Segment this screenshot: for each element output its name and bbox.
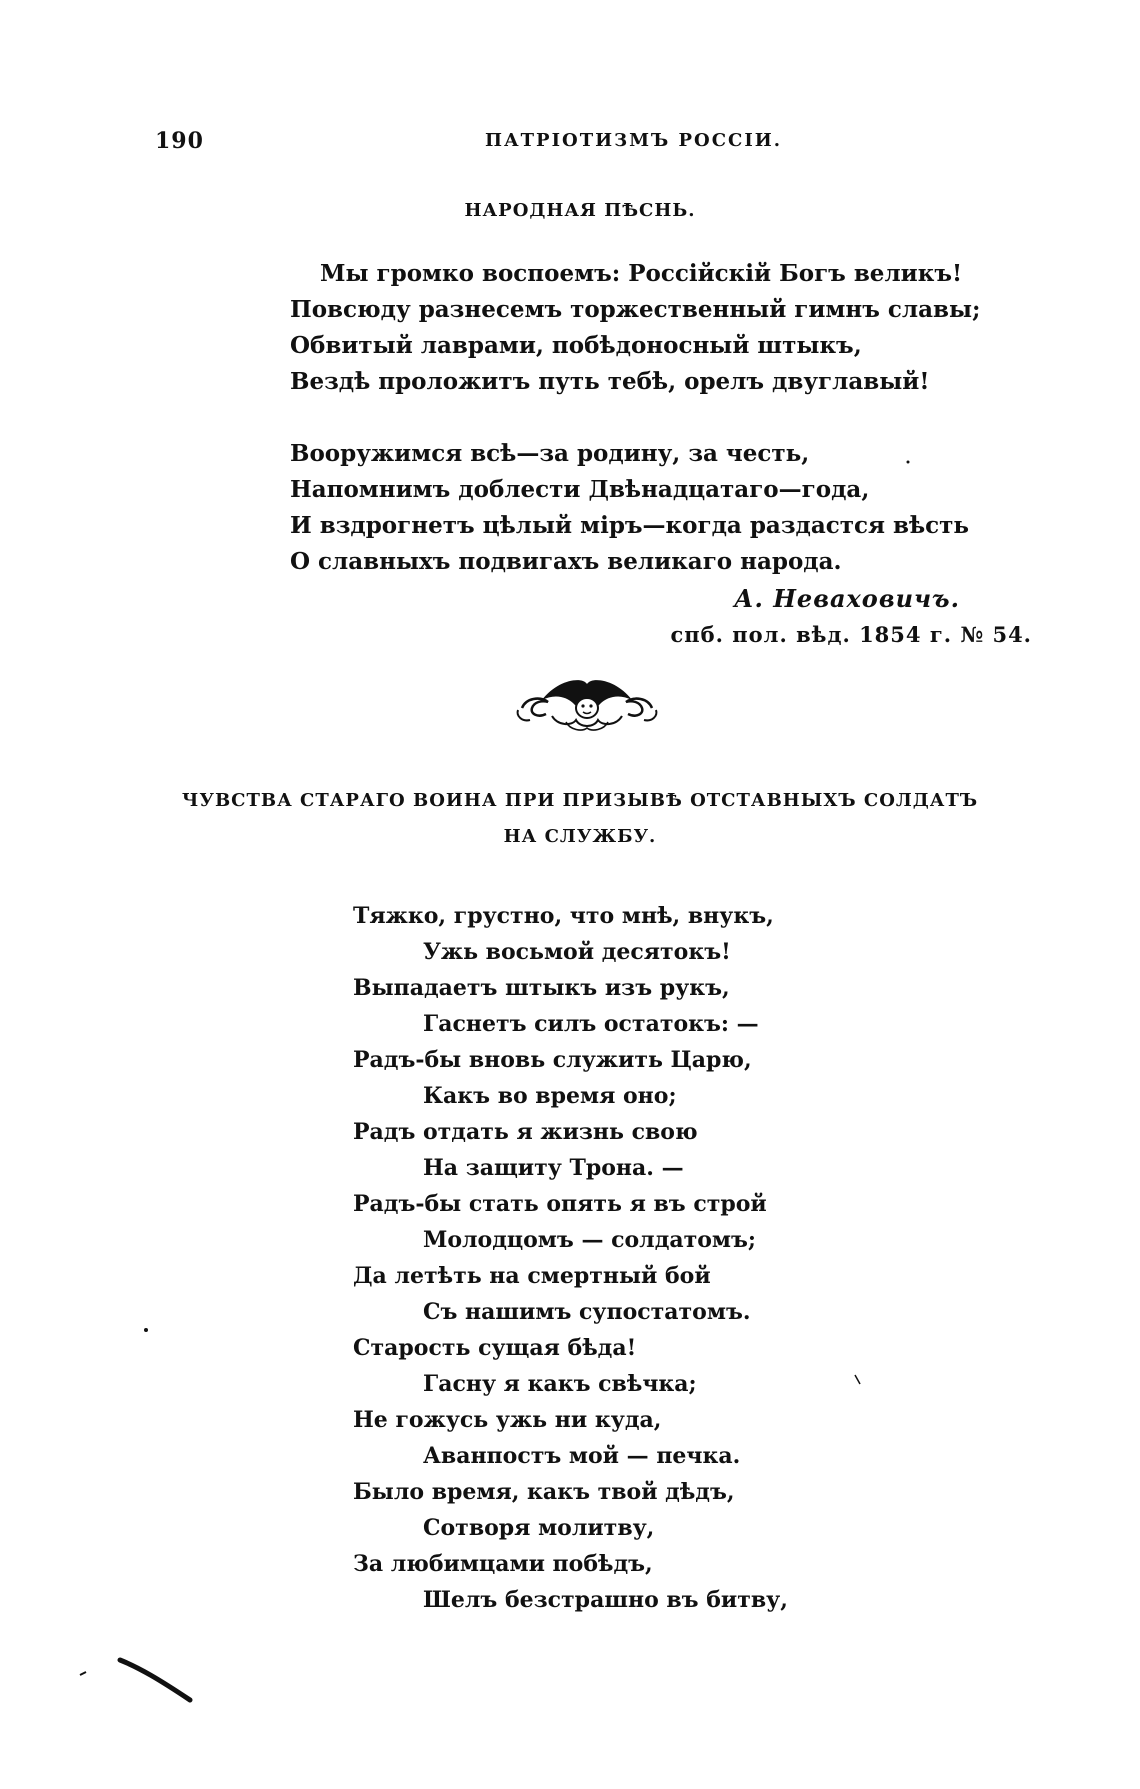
poem2-line: Не гожусь ужь ни куда,: [353, 1407, 662, 1433]
poem2-line: Аванпостъ мой — печка.: [423, 1443, 741, 1469]
poem2-line: Съ нашимъ супостатомъ.: [423, 1299, 751, 1325]
page-number: 190: [155, 128, 204, 154]
running-title: ПАТРІОТИЗМЪ РОССІИ.: [485, 130, 783, 151]
poem2-line: Какъ во время оно;: [423, 1083, 677, 1109]
poem1-line: Вездѣ проложитъ путь тебѣ, орелъ двуглавый!: [290, 368, 930, 395]
poem2-line: Было время, какъ твой дѣдъ,: [353, 1479, 735, 1505]
poem1-author: А. Неваховичъ.: [733, 584, 960, 613]
poem2-line: Радъ отдать я жизнь свою: [353, 1119, 698, 1145]
poem2-body: [353, 898, 953, 1618]
poem2-line: Радъ-бы стать опять я въ строй: [353, 1191, 767, 1217]
poem1-line: Вооружимся всѣ—за родину, за честь,: [290, 440, 810, 467]
poem2-line: Радъ-бы вновь служить Царю,: [353, 1047, 752, 1073]
poem2-line: Тяжко, грустно, что мнѣ, внукъ,: [353, 903, 774, 929]
poem1-title: НАРОДНАЯ ПѢСНЬ.: [464, 200, 696, 221]
poem2-line: На защиту Трона. —: [423, 1155, 684, 1181]
poem2-line: За любимцами побѣдъ,: [353, 1551, 653, 1577]
poem1-line: Напомнимъ доблести Двѣнадцатаго—года,: [290, 476, 870, 503]
stanza-gap: [290, 400, 950, 436]
winged-cherub-ornament-icon: [512, 670, 662, 740]
poem1-line: О славныхъ подвигахъ великаго народа.: [290, 548, 842, 575]
poem1-line: И вздрогнетъ цѣлый міръ—когда раздастся вѣсть: [290, 512, 970, 539]
poem2-line: Старость сущая бѣда!: [353, 1335, 637, 1361]
poem2-line: Да летѣть на смертный бой: [353, 1263, 711, 1289]
running-head: [155, 128, 985, 158]
poem2-line: Гаснетъ силъ остатокъ: —: [423, 1011, 759, 1037]
poem2-line: Сотворя молитву,: [423, 1515, 655, 1541]
poem2-line: Шелъ безстрашно въ битву,: [423, 1587, 788, 1613]
poem1-line: Мы громко воспоемъ: Россійскій Богъ великъ!: [320, 260, 963, 287]
poem2-title-line2: НА СЛУЖБУ.: [503, 826, 657, 847]
poem2-line: Молодцомъ — солдатомъ;: [423, 1227, 757, 1253]
poem2-line: Выпадаетъ штыкъ изъ рукъ,: [353, 975, 730, 1001]
poem2-line: Ужь восьмой десятокъ!: [423, 939, 731, 965]
poem2-title-line1: ЧУВСТВА СТАРАГО ВОИНА ПРИ ПРИЗЫВѢ ОТСТАВНЫХЪ СОЛДАТЪ: [181, 790, 979, 811]
poem1-line: Обвитый лаврами, побѣдоносный штыкъ,: [290, 332, 862, 359]
poem1-line: Повсюду разнесемъ торжественный гимнъ славы;: [290, 296, 981, 323]
poem1-source: спб. пол. вѣд. 1854 г. № 54.: [670, 622, 1032, 647]
poem1-body: [290, 256, 981, 580]
poem2-line: Гасну я какъ свѣчка;: [423, 1371, 697, 1397]
